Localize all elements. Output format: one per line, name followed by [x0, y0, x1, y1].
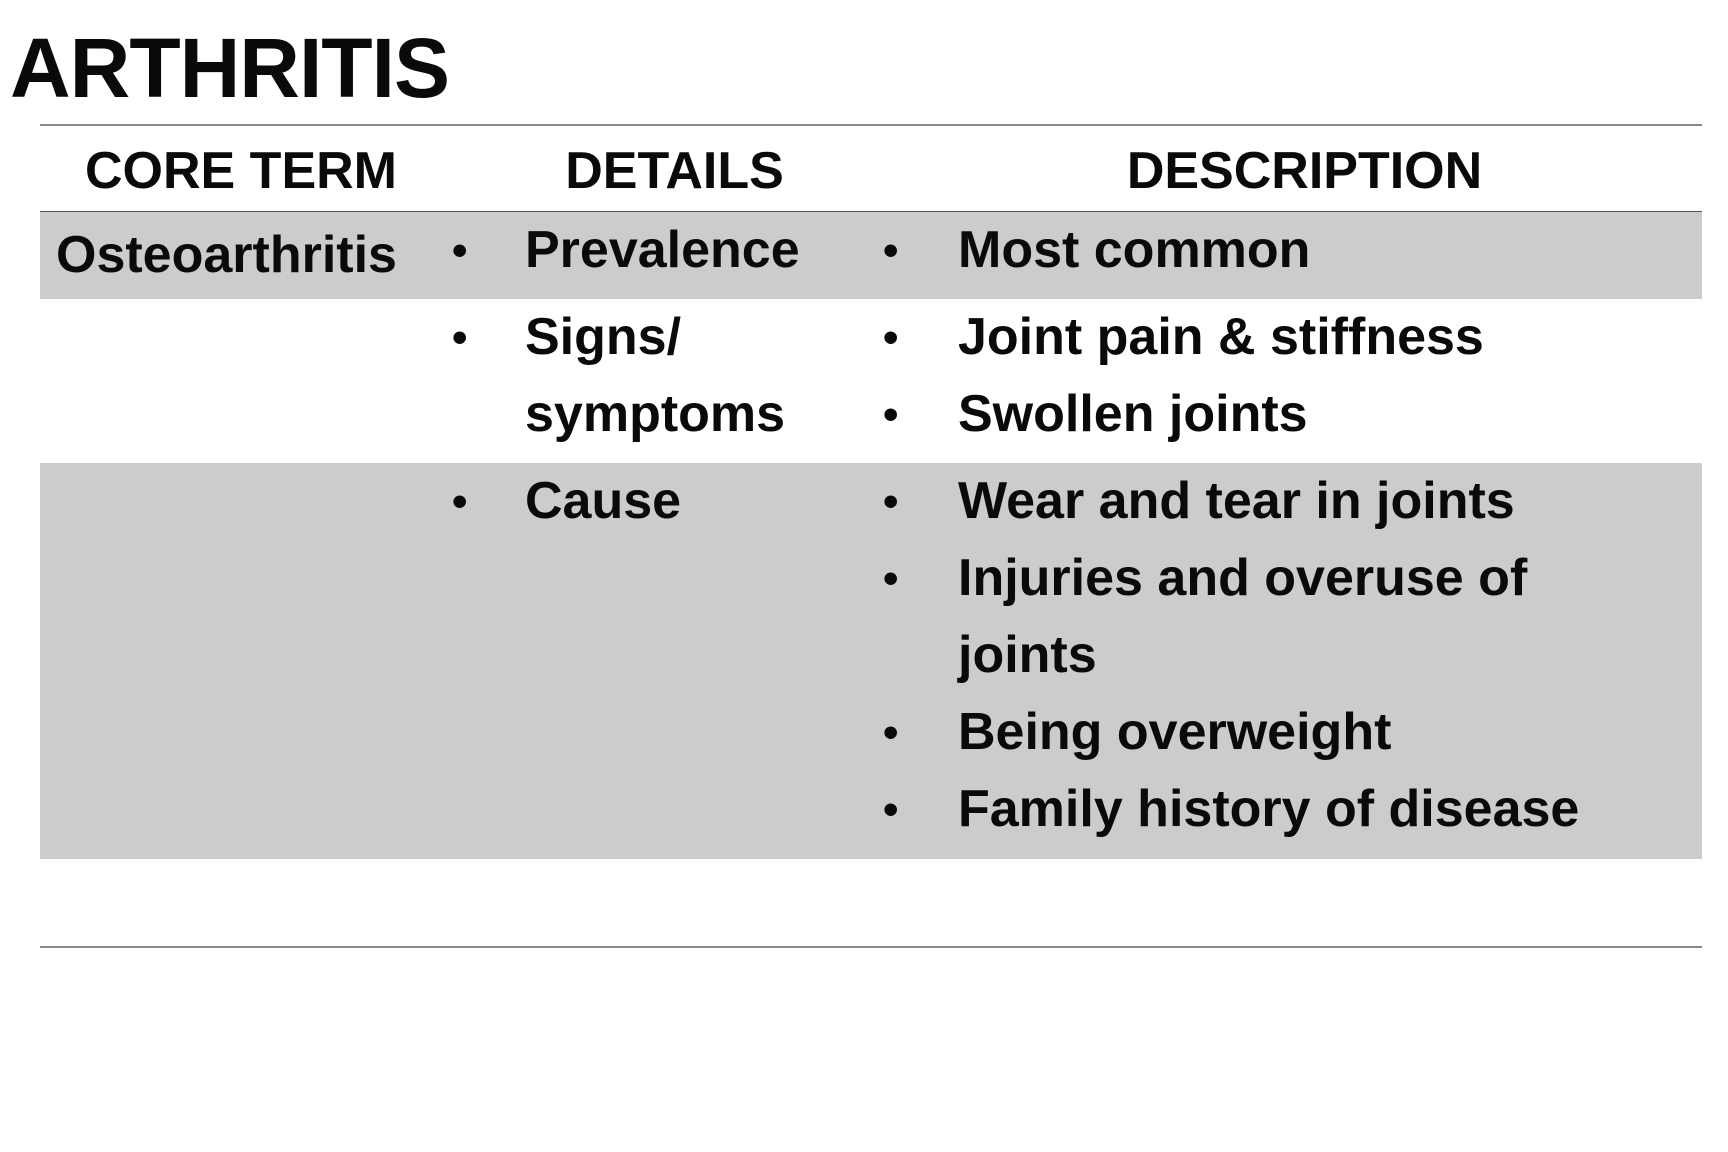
detail-text: Cause: [525, 472, 682, 530]
header-details: DETAILS: [565, 142, 784, 200]
description-text: Most common: [958, 221, 1311, 279]
description-item: [883, 540, 1568, 694]
detail-text: Prevalence: [525, 221, 800, 279]
details-cell: [452, 299, 902, 453]
description-cell: [883, 463, 1698, 848]
description-item: [883, 299, 1698, 376]
description-item: [883, 376, 1698, 453]
arthritis-table: [40, 126, 1702, 838]
description-cell: [883, 212, 1698, 289]
header-core-term: CORE TERM: [85, 142, 397, 200]
bullet-icon: •: [883, 477, 899, 526]
details-cell: [452, 463, 902, 540]
table-row: [40, 463, 1702, 859]
details-cell: [452, 212, 902, 289]
description-cell: [883, 299, 1698, 453]
detail-text: Signs/ symptoms: [525, 308, 786, 443]
detail-item: [452, 299, 855, 453]
table-header-row: [40, 126, 1702, 211]
detail-item: [452, 212, 902, 289]
core-term-cell: Osteoarthritis: [56, 226, 397, 284]
description-text: Injuries and overuse of joints: [958, 549, 1528, 684]
slide-title: ARTHRITIS: [10, 21, 449, 115]
bullet-icon: •: [452, 477, 468, 526]
description-text: Family history of disease: [958, 780, 1580, 838]
header-description: DESCRIPTION: [1126, 142, 1483, 200]
description-text: Swollen joints: [958, 385, 1308, 443]
detail-item: [452, 463, 902, 540]
bullet-icon: •: [883, 708, 899, 757]
description-text: Being overweight: [958, 703, 1392, 761]
description-text: Joint pain & stiffness: [958, 308, 1484, 366]
table-row: [40, 299, 1702, 463]
description-text: Wear and tear in joints: [958, 472, 1515, 530]
bullet-icon: •: [883, 554, 899, 603]
description-item: [883, 771, 1698, 848]
bullet-icon: •: [452, 313, 468, 362]
description-item: [883, 463, 1698, 540]
bullet-icon: •: [452, 226, 468, 275]
description-item: [883, 212, 1698, 289]
table-row: [40, 212, 1702, 299]
bullet-icon: •: [883, 226, 899, 275]
bullet-icon: •: [883, 785, 899, 834]
description-item: [883, 694, 1698, 771]
bullet-icon: •: [883, 390, 899, 439]
bullet-icon: •: [883, 313, 899, 362]
table-bottom-rule: [40, 946, 1702, 948]
